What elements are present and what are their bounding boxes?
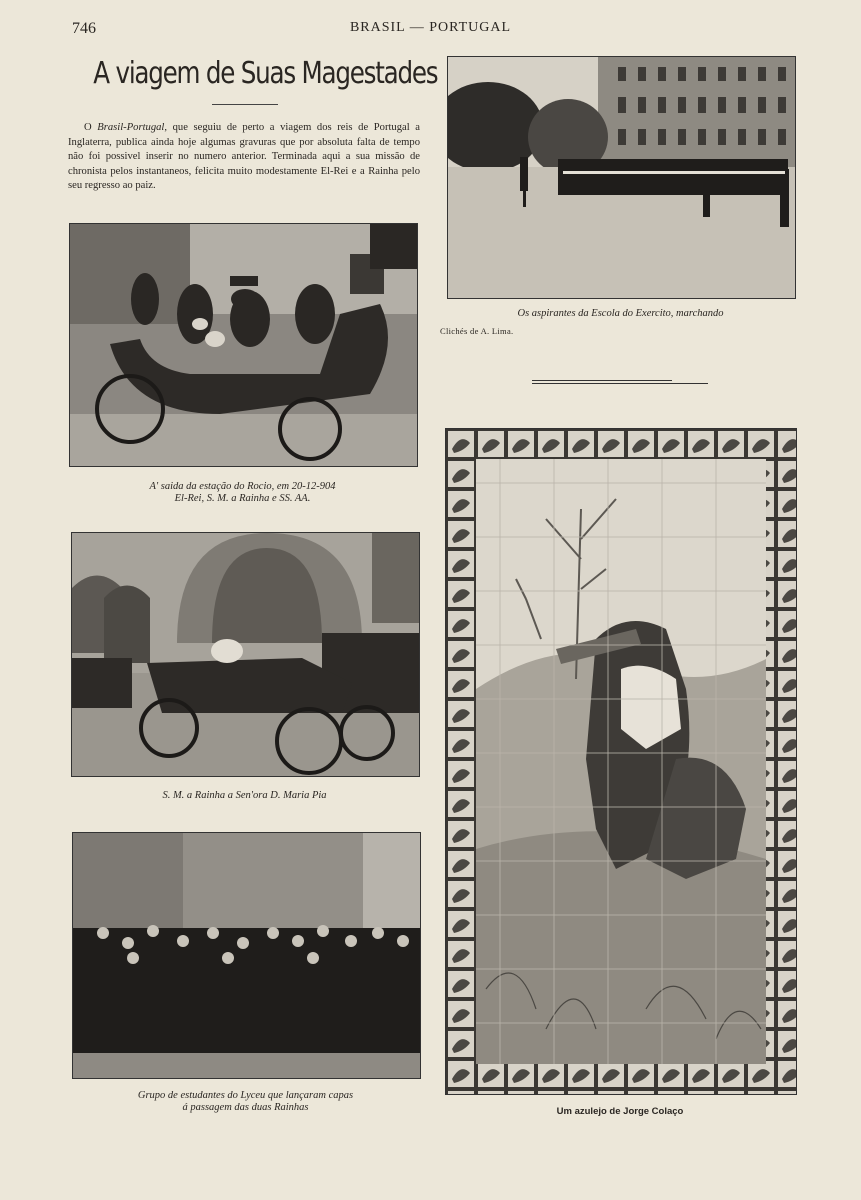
- caption-station: [69, 481, 416, 505]
- section-divider: [532, 383, 708, 384]
- caption-students-line2: á passagem das duas Rainhas: [182, 1102, 309, 1113]
- caption-cadets: Os aspirantes da Escola do Exercito, marchando: [517, 308, 724, 319]
- article-title: A viagem de Suas Magestades: [93, 56, 438, 91]
- photo-students-group: [72, 832, 421, 1079]
- intro-body: , que seguiu de perto a viagem dos reis de Portugal a Inglaterra, publica ainda hoje algumas gravuras que por absoluta falta de tempo não foi possivel inserir no numero anterior. Terminada aqui a sua missão de chronista pelos instantaneos, felicita muito modestamente El-Rei e a Rainha pelo seu regresso ao paiz.: [68, 122, 420, 191]
- caption-station-line1: A' saida da estação do Rocio, em 20-12-904: [149, 481, 336, 492]
- intro-paragraph: [68, 121, 420, 194]
- caption-students: [72, 1090, 419, 1114]
- title-rule: [212, 104, 278, 105]
- caption-azulejo: Um azulejo de Jorge Colaço: [556, 1106, 684, 1117]
- photo-azulejo-panel: [445, 428, 797, 1095]
- photo-station-carriage: [69, 223, 418, 467]
- caption-students-line1: Grupo de estudantes do Lyceu que lançaram capas: [137, 1090, 354, 1101]
- caption-station-line2: El-Rei, S. M. a Rainha e SS. AA.: [174, 493, 311, 504]
- photo-credit: Clichés de A. Lima.: [440, 326, 514, 336]
- caption-queen: S. M. a Rainha a Sen'ora D. Maria Pia: [162, 790, 327, 801]
- intro-publication-name: Brasil-Portugal: [97, 122, 165, 133]
- section-divider-short: [532, 380, 672, 381]
- intro-lead: O: [84, 122, 98, 133]
- page-number: 746: [72, 20, 96, 37]
- photo-cadets-marching: [447, 56, 796, 299]
- photo-queen-carriage: [71, 532, 420, 777]
- running-head: BRASIL — PORTUGAL: [349, 20, 512, 35]
